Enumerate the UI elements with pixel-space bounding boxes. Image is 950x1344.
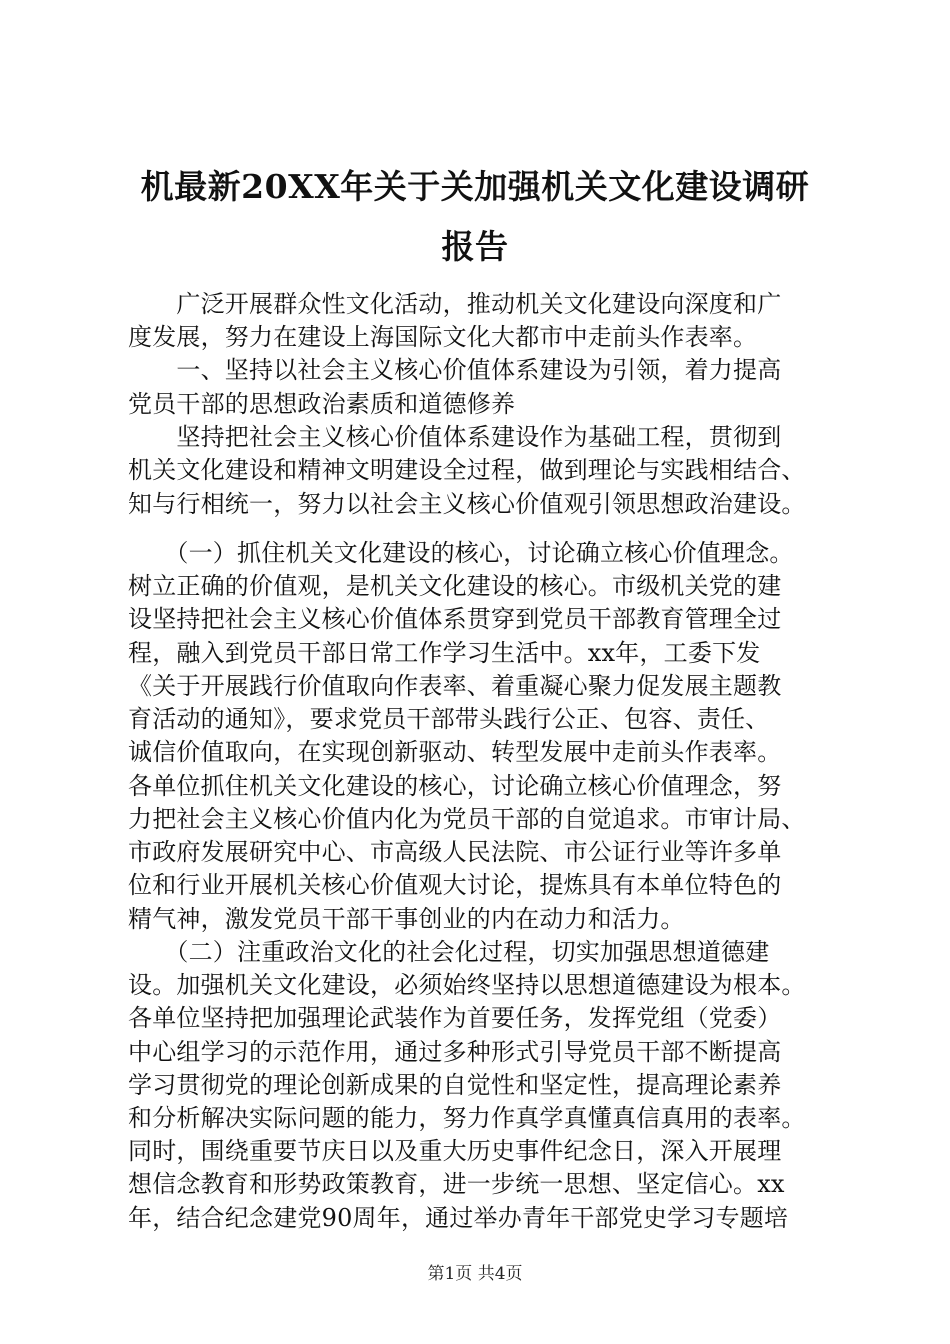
- body-line: 度发展，努力在建设上海国际文化大都市中走前头作表率。: [128, 323, 758, 351]
- body-line: 设。加强机关文化建设，必须始终坚持以思想道德建设为根本。: [128, 971, 806, 999]
- body-line: 中心组学习的示范作用，通过多种形式引导党员干部不断提高: [128, 1038, 782, 1066]
- document-title-line-2: 报告: [441, 227, 509, 266]
- body-line: 《关于开展践行价值取向作表率、着重凝心聚力促发展主题教: [128, 672, 782, 700]
- body-line: 学习贯彻党的理论创新成果的自觉性和坚定性，提高理论素养: [128, 1071, 782, 1099]
- body-line: 同时，围绕重要节庆日以及重大历史事件纪念日，深入开展理: [128, 1137, 782, 1165]
- body-line: 坚持把社会主义核心价值体系建设作为基础工程，贯彻到: [128, 423, 782, 451]
- body-line: 一、坚持以社会主义核心价值体系建设为引领，着力提高: [128, 356, 782, 384]
- body-line: 各单位坚持把加强理论武装作为首要任务，发挥党组（党委）: [128, 1004, 782, 1032]
- body-line: （二）注重政治文化的社会化过程，切实加强思想道德建: [128, 938, 770, 966]
- body-line: 各单位抓住机关文化建设的核心，讨论确立核心价值理念，努: [128, 772, 782, 800]
- body-line: 想信念教育和形势政策教育，进一步统一思想、坚定信心。xx: [128, 1170, 785, 1198]
- body-line: 力把社会主义核心价值内化为党员干部的自觉追求。市审计局、: [128, 805, 806, 833]
- body-line: 广泛开展群众性文化活动，推动机关文化建设向深度和广: [128, 290, 782, 318]
- body-line: 设坚持把社会主义核心价值体系贯穿到党员干部教育管理全过: [128, 605, 782, 633]
- body-line: 知与行相统一，努力以社会主义核心价值观引领思想政治建设。: [128, 490, 806, 518]
- body-line: 精气神，激发党员干部干事创业的内在动力和活力。: [128, 905, 685, 933]
- page-footer: 第1页 共4页: [427, 1264, 523, 1284]
- body-line: 市政府发展研究中心、市高级人民法院、市公证行业等许多单: [128, 838, 782, 866]
- body-line: 诚信价值取向，在实现创新驱动、转型发展中走前头作表率。: [128, 738, 782, 766]
- body-line: 和分析解决实际问题的能力，努力作真学真懂真信真用的表率。: [128, 1104, 806, 1132]
- body-line: 育活动的通知》，要求党员干部带头践行公正、包容、责任、: [128, 705, 770, 733]
- body-line: 机关文化建设和精神文明建设全过程，做到理论与实践相结合、: [128, 456, 806, 484]
- body-line: 位和行业开展机关核心价值观大讨论，提炼具有本单位特色的: [128, 871, 782, 899]
- document-title-line-1: 机最新20XX年关于关加强机关文化建设调研: [140, 167, 810, 206]
- body-line: 党员干部的思想政治素质和道德修养: [128, 390, 516, 418]
- body-line: 树立正确的价值观，是机关文化建设的核心。市级机关党的建: [128, 572, 782, 600]
- body-line: 程，融入到党员干部日常工作学习生活中。xx年，工委下发: [128, 639, 761, 667]
- body-line: （一）抓住机关文化建设的核心，讨论确立核心价值理念。: [128, 539, 794, 567]
- body-line: 年，结合纪念建党90周年，通过举办青年干部党史学习专题培: [128, 1204, 789, 1232]
